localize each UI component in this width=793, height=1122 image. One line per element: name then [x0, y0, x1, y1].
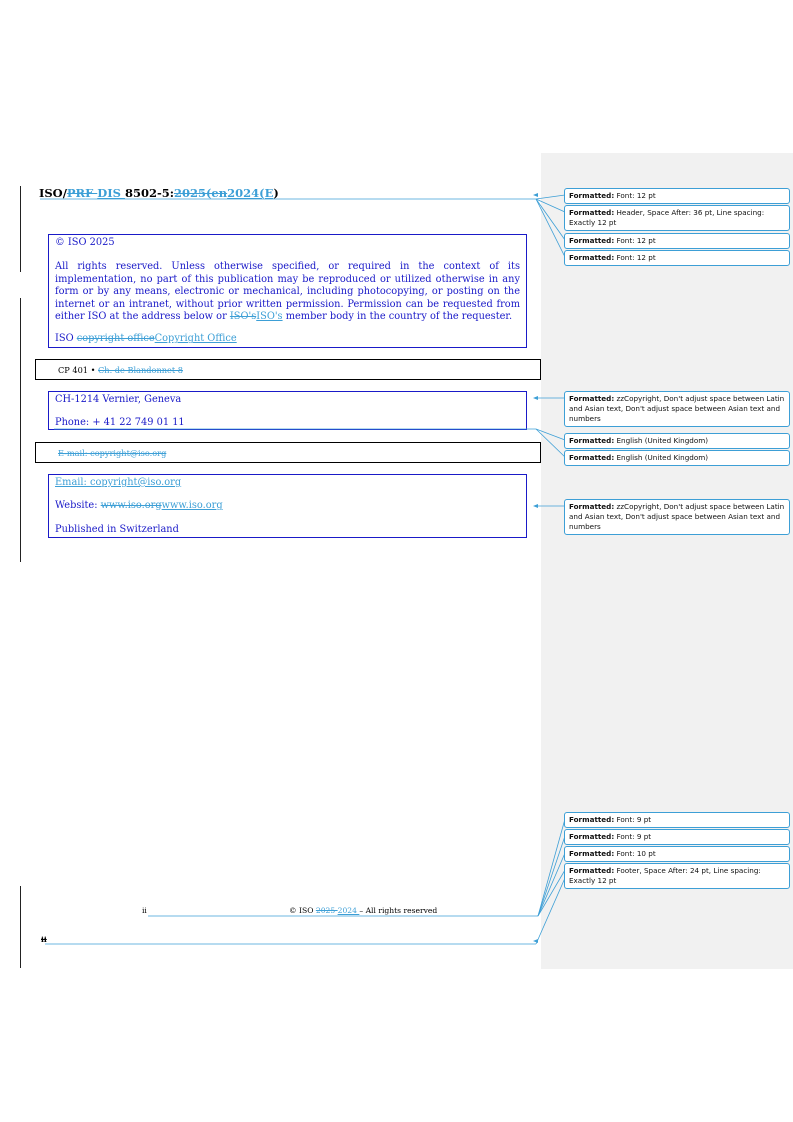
header-year-deleted: 2025(en	[173, 186, 228, 200]
comment-label: Formatted:	[569, 832, 615, 841]
comment-balloon[interactable]	[564, 391, 790, 427]
comment-label: Formatted:	[569, 815, 615, 824]
comment-text: Footer, Space After: 24 pt, Line spacing: Exactly 12 pt	[569, 866, 761, 885]
contact-published: Published in Switzerland	[55, 523, 179, 535]
comment-balloon[interactable]	[564, 433, 790, 449]
contact-website	[55, 500, 520, 512]
comment-text: Font: 12 pt	[614, 253, 656, 262]
office-deleted: copyright office	[76, 333, 155, 345]
anchor-arrow-icon	[533, 193, 538, 197]
office-prefix: ISO	[55, 333, 77, 345]
footer-year-inserted: 2024	[337, 906, 360, 915]
comment-balloon[interactable]	[564, 499, 790, 535]
anchor-arrow-icon	[533, 396, 538, 400]
copyright-body-after: member body in the country of the requester.	[282, 311, 513, 323]
email-deleted-box	[35, 442, 541, 463]
header-close: )	[273, 186, 279, 200]
anchor-arrow-icon	[533, 504, 538, 508]
comment-text: English (United Kingdom)	[614, 453, 709, 462]
comment-label: Formatted:	[569, 866, 615, 875]
footer-page-bottom: ii	[41, 935, 47, 944]
anchor-arrow-icon	[533, 939, 538, 943]
footer-copyright	[289, 906, 437, 915]
cp-deleted: Ch. de Blandonnet 8	[98, 365, 183, 375]
footer-copy-prefix: © ISO	[289, 906, 316, 915]
copyright-box	[48, 234, 527, 348]
change-bar	[20, 886, 21, 968]
copyright-title: © ISO 2025	[55, 237, 115, 248]
header-prf-deleted: PRF	[66, 186, 98, 200]
footer-rights: – All rights reserved	[359, 906, 438, 915]
change-bar	[20, 186, 21, 272]
header-number: 8502-5:	[124, 186, 174, 200]
comment-balloon[interactable]	[564, 812, 790, 828]
comment-label: Formatted:	[569, 849, 615, 858]
comment-text: Font: 12 pt	[614, 191, 656, 200]
cp-text: CP 401 •	[58, 365, 99, 375]
comment-label: Formatted:	[569, 253, 615, 262]
comment-text: English (United Kingdom)	[614, 436, 709, 445]
header-year-inserted: 2024(E	[227, 186, 274, 200]
copyright-body-text: All rights reserved. Unless otherwise specified, or required in the context of its implementation, no part of this publication may be reproduced or utilized otherwise in any form or by any means, electronic or mechanical, including photocopying, or posting on the internet or an intranet, without prior written permission. Permission can be requested from either ISO at the address below or	[55, 261, 520, 323]
comment-label: Formatted:	[569, 236, 615, 245]
comment-label: Formatted:	[569, 191, 615, 200]
document-header	[39, 186, 279, 200]
address-city: CH-1214 Vernier, Geneva	[55, 394, 182, 405]
comment-balloon[interactable]	[564, 450, 790, 466]
website-deleted: www.iso.org	[100, 500, 162, 512]
comment-label: Formatted:	[569, 453, 615, 462]
footer-page-number: ii	[142, 906, 147, 915]
change-bar	[20, 298, 21, 562]
contact-email: Email: copyright@iso.org	[55, 477, 182, 488]
contact-box	[48, 474, 527, 538]
comment-balloon[interactable]	[564, 846, 790, 862]
copyright-body-deleted: ISO's	[229, 311, 257, 323]
email-deleted: E-mail: copyright@iso.org	[58, 448, 167, 458]
comment-label: Formatted:	[569, 394, 615, 403]
footer-year-deleted: 2025	[315, 906, 338, 915]
website-inserted: www.iso.org	[161, 500, 223, 512]
address-phone: Phone: + 41 22 749 01 11	[55, 417, 185, 429]
comment-text: Font: 10 pt	[614, 849, 656, 858]
comment-text: Header, Space After: 36 pt, Line spacing: Exactly 12 pt	[569, 208, 765, 227]
comment-balloon[interactable]	[564, 863, 790, 889]
address-box	[48, 391, 527, 430]
header-dis-inserted: DIS	[97, 186, 125, 200]
comment-label: Formatted:	[569, 502, 615, 511]
copyright-body-inserted: ISO's	[256, 311, 283, 323]
comment-label: Formatted:	[569, 208, 615, 217]
comment-balloon[interactable]	[564, 205, 790, 231]
comment-text: Font: 9 pt	[614, 832, 652, 841]
office-inserted: Copyright Office	[154, 333, 237, 345]
comment-text: Font: 12 pt	[614, 236, 656, 245]
comment-balloon[interactable]	[564, 188, 790, 204]
header-iso: ISO/	[39, 186, 67, 200]
comment-balloon[interactable]	[564, 250, 790, 266]
website-prefix: Website:	[55, 500, 101, 512]
cp-line-box	[35, 359, 541, 380]
comment-text: zzCopyright, Don't adjust space between Latin and Asian text, Don't adjust space between Asian text and numbers	[569, 394, 785, 423]
comment-balloon[interactable]	[564, 233, 790, 249]
comment-text: zzCopyright, Don't adjust space between Latin and Asian text, Don't adjust space between Asian text and numbers	[569, 502, 785, 531]
comment-text: Font: 9 pt	[614, 815, 652, 824]
comment-label: Formatted:	[569, 436, 615, 445]
comment-balloon[interactable]	[564, 829, 790, 845]
copyright-body	[55, 261, 520, 323]
copyright-office	[55, 333, 520, 345]
